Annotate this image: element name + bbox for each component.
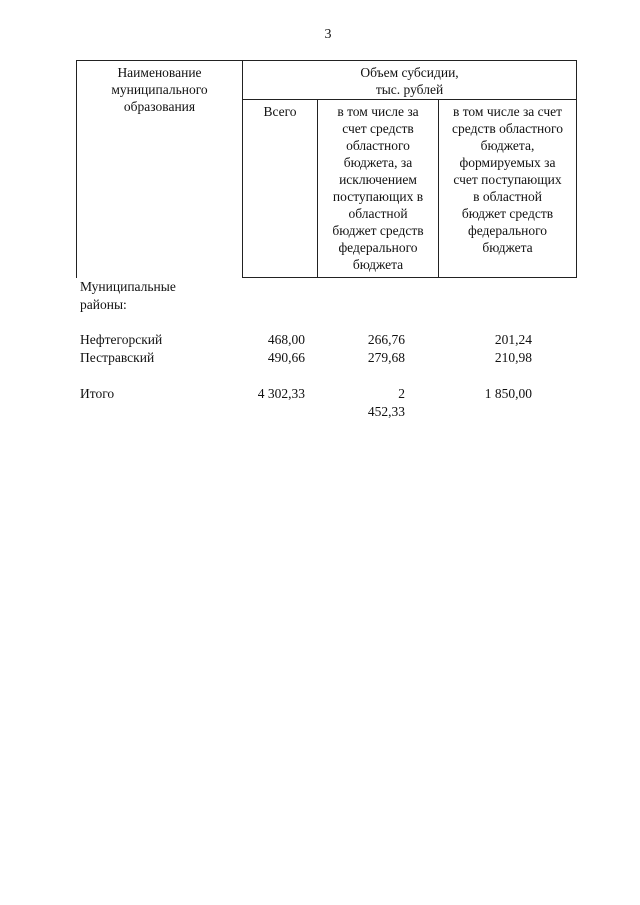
header-federal-line: в областной bbox=[473, 189, 542, 204]
header-regional-line: исключением bbox=[339, 172, 417, 187]
header-federal-line: бюджет средств bbox=[461, 206, 554, 221]
table-row bbox=[80, 331, 580, 349]
total-row-federal: 1 850,00 bbox=[484, 386, 532, 401]
page-number: 3 bbox=[324, 27, 332, 42]
header-regional-line: поступающих в bbox=[332, 189, 424, 204]
header-regional-line: бюджет средств bbox=[332, 223, 424, 238]
header-federal-line: счет поступающих bbox=[453, 172, 562, 187]
row-name: Пестравский bbox=[80, 350, 155, 365]
header-name-line: муниципального bbox=[111, 82, 208, 97]
header-federal-line: средств областного bbox=[452, 121, 563, 136]
header-federal bbox=[439, 100, 577, 278]
header-regional-line: бюджета bbox=[352, 257, 404, 272]
header-volume-line: тыс. рублей bbox=[375, 82, 444, 97]
header-federal-line: формируемых за bbox=[459, 155, 556, 170]
row-total: 468,00 bbox=[267, 332, 305, 347]
total-row-total: 4 302,33 bbox=[257, 386, 305, 401]
header-regional-line: федерального bbox=[338, 240, 418, 255]
header-name-column bbox=[77, 61, 243, 278]
section-title-line: Муниципальные bbox=[80, 279, 176, 294]
header-volume bbox=[243, 61, 577, 100]
header-total-label: Всего bbox=[263, 104, 297, 119]
row-federal: 210,98 bbox=[494, 350, 532, 365]
header-regional-line: счет средств bbox=[342, 121, 414, 136]
row-regional: 279,68 bbox=[367, 350, 405, 365]
total-row-regional: 2 452,33 bbox=[367, 386, 405, 419]
header-name-line: Наименование bbox=[117, 65, 202, 80]
header-federal-line: бюджета bbox=[482, 240, 533, 255]
header-regional bbox=[318, 100, 439, 278]
header-name-line: образования bbox=[123, 99, 196, 114]
header-regional-line: областной bbox=[348, 206, 408, 221]
row-name: Нефтегорский bbox=[80, 332, 163, 347]
row-total: 490,66 bbox=[267, 350, 305, 365]
total-row-name: Итого bbox=[80, 386, 115, 401]
header-regional-line: бюджета, за bbox=[343, 155, 413, 170]
header-regional-line: в том числе за bbox=[337, 104, 419, 119]
header-total bbox=[243, 100, 318, 278]
header-federal-line: федерального bbox=[467, 223, 548, 238]
header-federal-line: бюджета, bbox=[480, 138, 535, 153]
header-regional-line: областного bbox=[346, 138, 410, 153]
total-row bbox=[80, 385, 580, 419]
row-regional: 266,76 bbox=[367, 332, 405, 347]
header-table bbox=[76, 60, 577, 278]
section-title bbox=[80, 278, 240, 314]
section-title-line: районы: bbox=[80, 297, 127, 312]
header-federal-line: в том числе за счет bbox=[452, 104, 563, 119]
header-volume-line: Объем субсидии, bbox=[360, 65, 459, 80]
table-row bbox=[80, 349, 580, 367]
row-federal: 201,24 bbox=[494, 332, 532, 347]
